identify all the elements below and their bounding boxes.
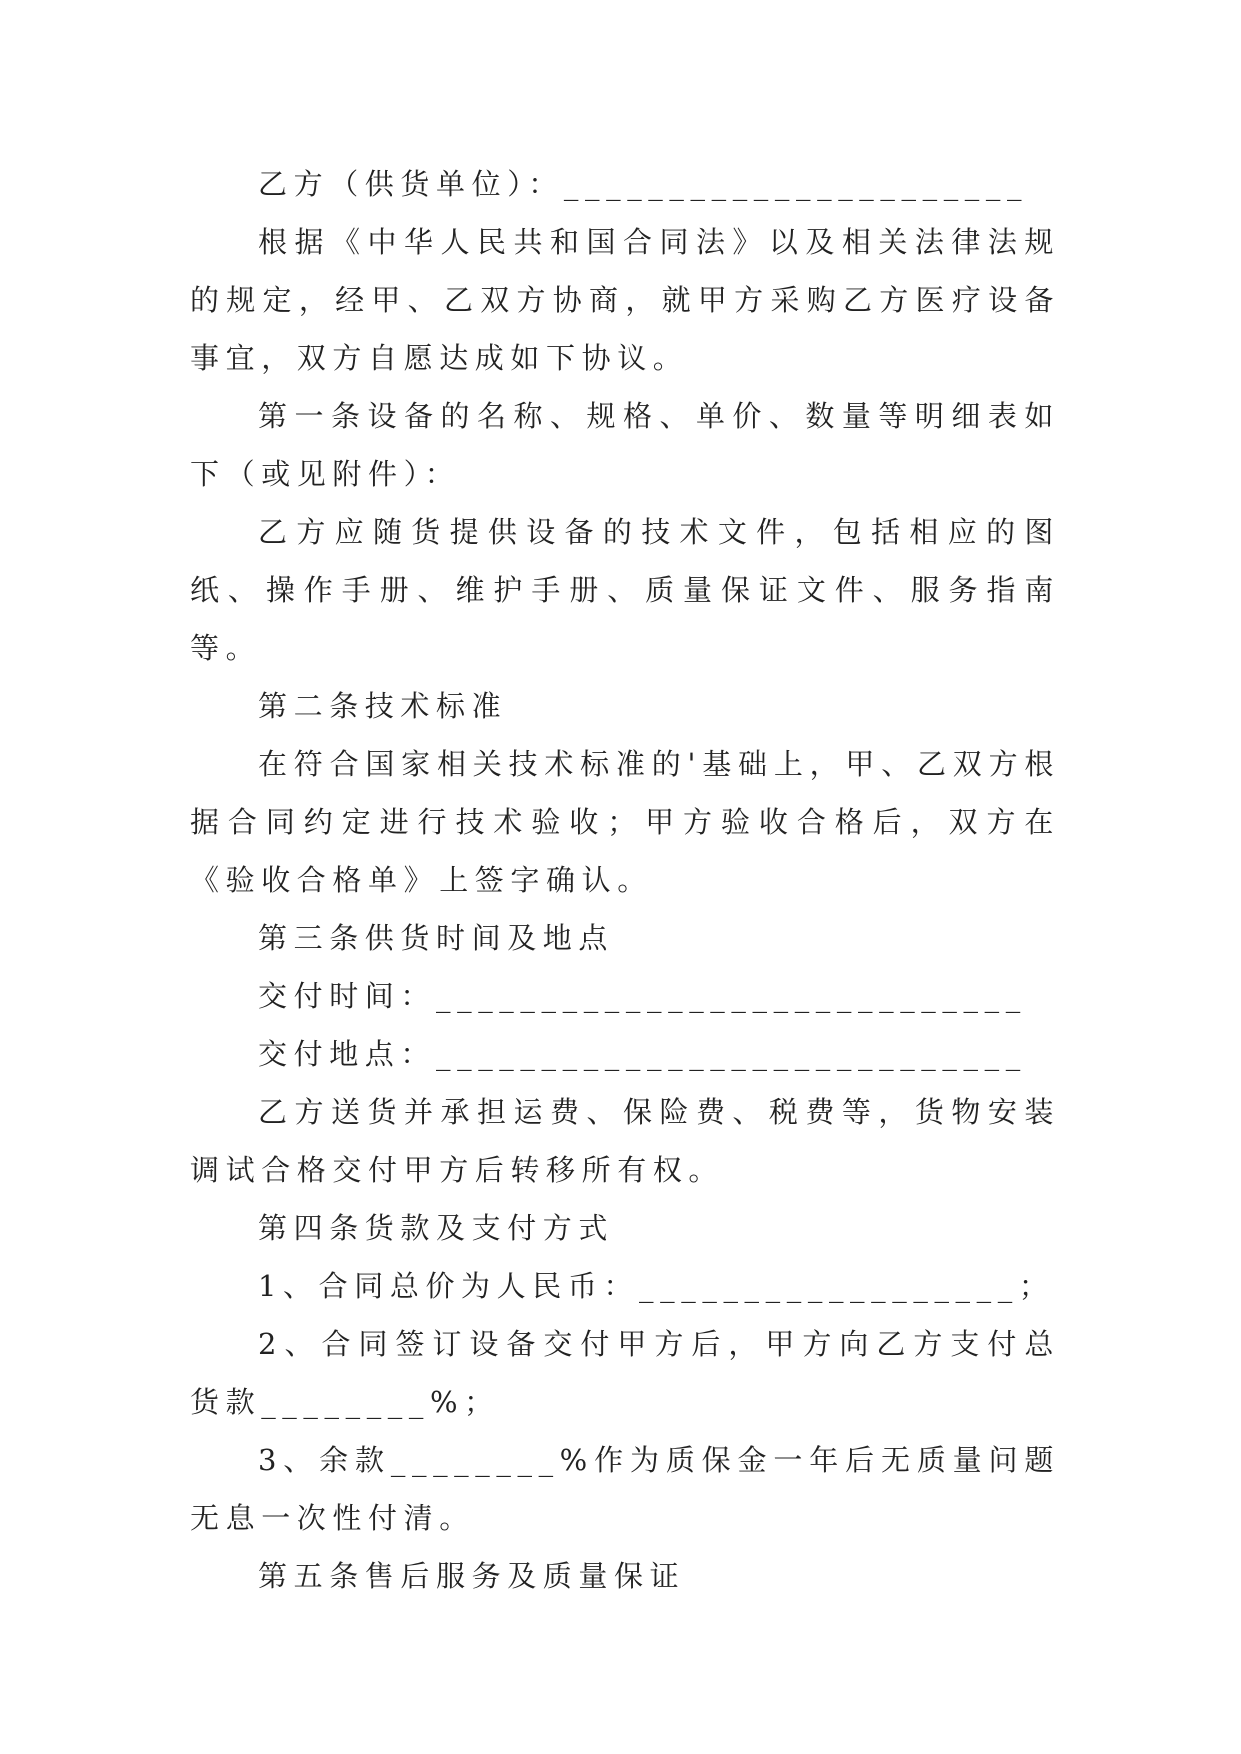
payment-item-3: 3、余款________%作为质保金一年后无质量问题无息一次性付清。 [190, 1443, 1060, 1535]
article-4-heading: 第四条货款及支付方式 [258, 1211, 615, 1245]
shipping-paragraph: 乙方送货并承担运费、保险费、税费等，货物安装调试合格交付甲方后转移所有权。 [190, 1095, 1060, 1187]
delivery-time-line: 交付时间：____________________________ [258, 979, 1027, 1013]
preamble-paragraph: 根据《中华人民共和国合同法》以及相关法律法规的规定，经甲、乙双方协商，就甲方采购乙方医疗设备事宜，双方自愿达成如下协议。 [190, 225, 1060, 375]
article-3-heading: 第三条供货时间及地点 [258, 921, 615, 955]
contract-body [190, 155, 1060, 1605]
payment-item-1: 1、合同总价为人民币：__________________； [258, 1269, 1055, 1303]
party-b-line: 乙方（供货单位）：______________________ [258, 167, 1029, 201]
acceptance-paragraph: 在符合国家相关技术标准的'基础上，甲、乙双方根据合同约定进行技术验收；甲方验收合格后，双方在《验收合格单》上签字确认。 [190, 747, 1060, 897]
delivery-place-line: 交付地点：____________________________ [258, 1037, 1027, 1071]
article-5-heading: 第五条售后服务及质量保证 [258, 1559, 686, 1593]
article-2-heading: 第二条技术标准 [258, 689, 508, 723]
technical-docs-paragraph: 乙方应随货提供设备的技术文件，包括相应的图纸、操作手册、维护手册、质量保证文件、服务指南等。 [190, 515, 1060, 665]
payment-item-2: 2、合同签订设备交付甲方后，甲方向乙方支付总货款________%； [190, 1327, 1060, 1419]
article-1-heading: 第一条设备的名称、规格、单价、数量等明细表如下（或见附件）： [190, 399, 1060, 491]
